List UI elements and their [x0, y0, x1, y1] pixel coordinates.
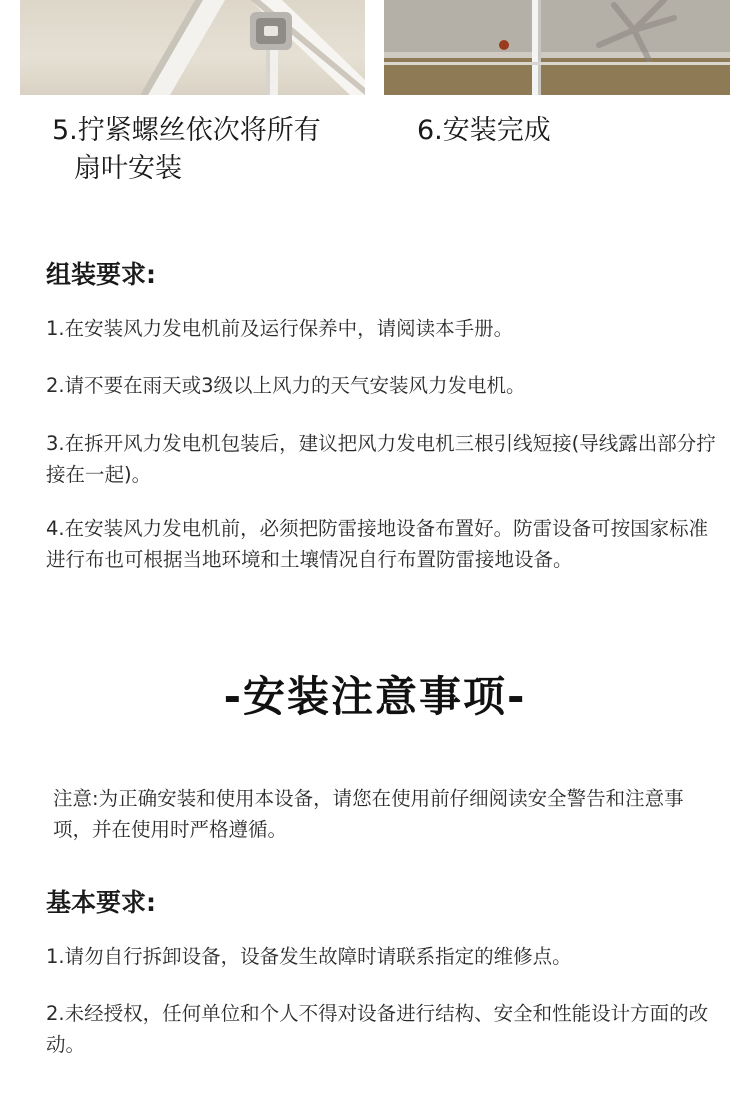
precautions-title: -安装注意事项-	[223, 672, 527, 721]
assembly-heading: 组装要求:	[46, 260, 156, 289]
step-5-photo	[20, 0, 365, 95]
step-5-caption	[52, 112, 352, 188]
assembly-item-1: 1.在安装风力发电机前及运行保养中，请阅读本手册。	[46, 317, 514, 340]
assembly-item-3: 3.在拆开风力发电机包装后，建议把风力发电机三根引线短接(导线露出部分拧接在一起)。	[46, 432, 716, 486]
basic-heading: 基本要求:	[46, 888, 156, 917]
basic-item-2: 2.未经授权，任何单位和个人不得对设备进行结构、安全和性能设计方面的改动。	[46, 1002, 709, 1056]
turbine-assembly-illustration	[20, 0, 365, 95]
assembly-item-2: 2.请不要在雨天或3级以上风力的天气安装风力发电机。	[46, 374, 526, 397]
step-5-caption-line1: 5.拧紧螺丝依次将所有	[52, 115, 321, 146]
step-6-caption: 6.安装完成	[417, 115, 551, 146]
basic-item-1: 1.请勿自行拆卸设备，设备发生故障时请联系指定的维修点。	[46, 945, 572, 968]
assembly-item-4: 4.在安装风力发电机前，必须把防雷接地设备布置好。防雷设备可按国家标准进行布也可根据当地环境和土壤情况自行布置防雷接地设备。	[46, 517, 709, 571]
step-6-photo	[384, 0, 730, 95]
installed-turbine-illustration	[384, 0, 730, 95]
step-5-caption-line2: 扇叶安装	[74, 153, 182, 184]
precautions-notice: 注意:为正确安装和使用本设备，请您在使用前仔细阅读安全警告和注意事项，并在使用时严格遵循。	[53, 787, 684, 841]
